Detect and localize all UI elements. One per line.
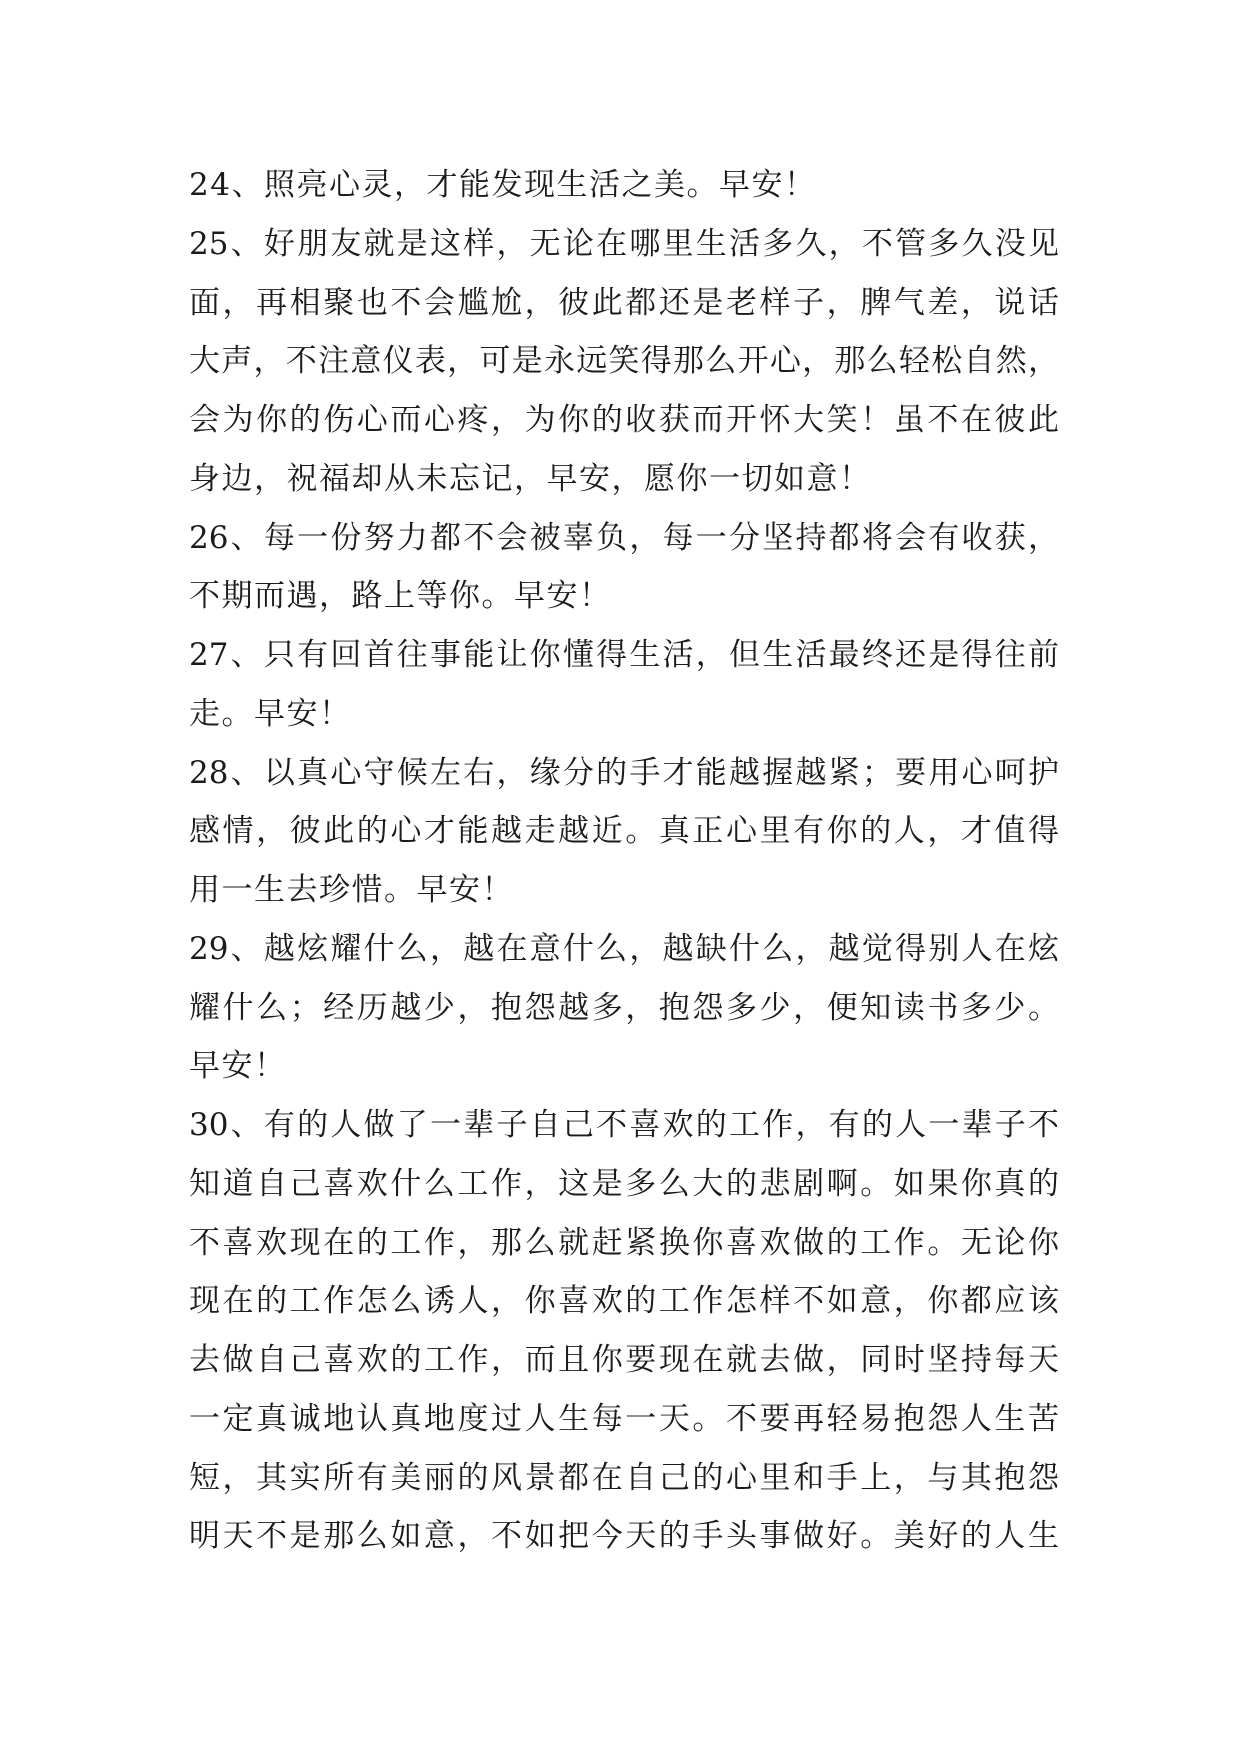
text-line: 用一生去珍惜。早安！ — [189, 872, 514, 908]
text-line: 24、照亮心灵，才能发现生活之美。早安！ — [189, 167, 817, 203]
text-line: 25、好朋友就是这样，无论在哪里生活多久，不管多久没见 — [189, 225, 1059, 262]
text-line: 不喜欢现在的工作，那么就赶紧换你喜欢做的工作。无论你 — [189, 1224, 1059, 1261]
text-line: 不期而遇，路上等你。早安！ — [189, 578, 612, 615]
text-line: 一定真诚地认真地度过人生每一天。不要再轻易抱怨人生苦 — [189, 1400, 1059, 1437]
text-line: 走。早安！ — [189, 695, 352, 732]
text-line: 耀什么；经历越少，抱怨越多，抱怨多少，便知读书多少。 — [189, 989, 1059, 1026]
text-line: 感情，彼此的心才能越走越近。真正心里有你的人，才值得 — [189, 813, 1059, 850]
text-line: 29、越炫耀什么，越在意什么，越缺什么，越觉得别人在炫 — [189, 930, 1059, 967]
paragraph-30 — [189, 1096, 1059, 1566]
text-line: 去做自己喜欢的工作，而且你要现在就去做，同时坚持每天 — [189, 1342, 1059, 1378]
paragraph-28 — [189, 744, 1059, 920]
paragraph-25 — [189, 215, 1059, 509]
text-line: 28、以真心守候左右，缘分的手才能越握越紧；要用心呵护 — [189, 754, 1059, 791]
text-line: 现在的工作怎么诱人，你喜欢的工作怎样不如意，你都应该 — [189, 1283, 1059, 1320]
paragraph-24 — [189, 156, 1059, 215]
text-line: 大声，不注意仪表，可是永远笑得那么开心，那么轻松自然， — [189, 343, 1059, 380]
text-line: 身边，祝福却从未忘记，早安，愿你一切如意！ — [189, 460, 872, 497]
text-line: 短，其实所有美丽的风景都在自己的心里和手上，与其抱怨 — [189, 1459, 1059, 1496]
paragraph-26 — [189, 509, 1059, 627]
paragraph-29 — [189, 920, 1059, 1096]
text-line: 早安！ — [189, 1048, 287, 1085]
paragraph-27 — [189, 626, 1059, 744]
text-line: 面，再相聚也不会尴尬，彼此都还是老样子，脾气差，说话 — [189, 284, 1059, 321]
text-line: 30、有的人做了一辈子自己不喜欢的工作，有的人一辈子不 — [189, 1107, 1059, 1143]
text-line: 会为你的伤心而心疼，为你的收获而开怀大笑！虽不在彼此 — [189, 402, 1059, 438]
text-line: 26、每一份努力都不会被辜负，每一分坚持都将会有收获， — [189, 519, 1059, 556]
text-line: 知道自己喜欢什么工作，这是多么大的悲剧啊。如果你真的 — [189, 1165, 1059, 1202]
text-line: 明天不是那么如意，不如把今天的手头事做好。美好的人生 — [189, 1518, 1059, 1555]
text-line: 27、只有回首往事能让你懂得生活，但生活最终还是得往前 — [189, 637, 1059, 673]
document-body — [189, 156, 1059, 1566]
